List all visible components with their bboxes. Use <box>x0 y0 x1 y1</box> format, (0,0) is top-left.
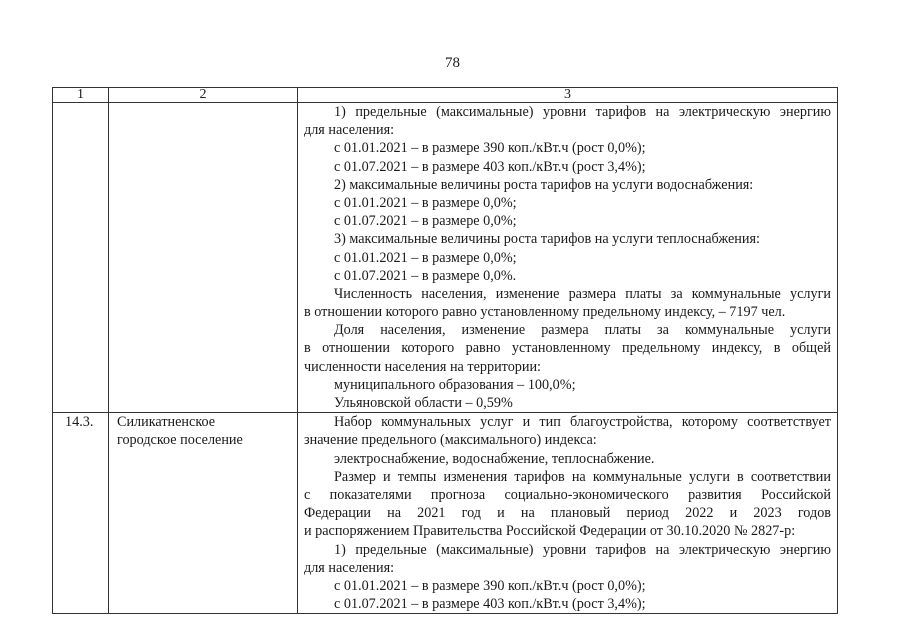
text-line: Размер и темпы изменения тарифов на коммунальные услуги в соответствии <box>334 468 831 485</box>
text-line: Ульяновской области – 0,59% <box>334 395 513 411</box>
text-line: с 01.07.2021 – в размере 0,0%; <box>334 213 517 230</box>
text-line: с 01.07.2021 – в размере 0,0%. <box>334 267 517 284</box>
municipality-cell <box>109 103 298 413</box>
municipality-name-line: городское поселение <box>117 432 243 449</box>
text-line: Федерации на 2021 год и на плановый период 2022 и 2023 годов <box>304 505 831 522</box>
text-line: для населения: <box>304 122 395 139</box>
text-line: 1) предельные (максимальные) уровни тарифов на электрическую энергию <box>334 541 831 558</box>
text-line: электроснабжение, водоснабжение, теплоснабжение. <box>334 450 655 467</box>
text-line: 3) максимальные величины роста тарифов на услуги теплоснабжения: <box>334 231 760 248</box>
text-line: значение предельного (максимального) индекса: <box>304 432 597 449</box>
column-header-2: 2 <box>109 88 298 103</box>
row-number-cell <box>53 413 109 614</box>
municipality-name-line: Силикатненское <box>117 414 216 431</box>
text-line: Доля населения, изменение размера платы за коммунальные услуги <box>334 322 831 339</box>
text-line: Численность населения, изменение размера платы за коммунальные услуги <box>334 285 831 302</box>
text-line: 1) предельные (максимальные) уровни тарифов на электрическую энергию <box>334 104 831 120</box>
text-line: с 01.01.2021 – в размере 0,0%; <box>334 194 517 211</box>
tariff-table <box>52 87 838 614</box>
text-line: с 01.01.2021 – в размере 390 коп./кВт.ч (рост 0,0%); <box>334 140 646 157</box>
text-line: и распоряжением Правительства Российской Федерации от 30.10.2020 № 2827-р: <box>304 523 796 540</box>
description-cell <box>298 103 838 413</box>
row-number-cell <box>53 103 109 413</box>
text-line: Набор коммунальных услуг и тип благоустройства, которому соответствует <box>334 414 831 431</box>
row-number: 14.3. <box>65 414 94 431</box>
column-header-1: 1 <box>53 88 109 103</box>
text-line: с 01.07.2021 – в размере 403 коп./кВт.ч (рост 3,4%); <box>334 158 646 175</box>
text-line: в отношении которого равно установленному предельному индексу, – 7197 чел. <box>304 304 786 321</box>
table-row <box>53 413 838 614</box>
description-text <box>298 103 837 412</box>
page-number: 78 <box>445 55 460 71</box>
text-line: с 01.01.2021 – в размере 0,0%; <box>334 249 517 266</box>
text-line: численности населения на территории: <box>304 358 542 375</box>
municipality-cell <box>109 413 298 614</box>
text-line: в отношении которого равно установленному предельному индексу, в общей <box>304 340 831 357</box>
text-line: с 01.01.2021 – в размере 390 коп./кВт.ч (рост 0,0%); <box>334 577 646 594</box>
text-line: 2) максимальные величины роста тарифов на услуги водоснабжения: <box>334 176 754 193</box>
text-line: с показателями прогноза социально-экономического развития Российской <box>304 486 831 503</box>
text-line: для населения: <box>304 559 395 576</box>
description-text <box>298 413 837 613</box>
description-cell <box>298 413 838 614</box>
header-row <box>53 88 838 103</box>
text-line: муниципального образования – 100,0%; <box>334 376 576 393</box>
column-header-3: 3 <box>298 88 838 103</box>
text-line: с 01.07.2021 – в размере 403 коп./кВт.ч (рост 3,4%); <box>334 596 646 613</box>
table-row <box>53 103 838 413</box>
